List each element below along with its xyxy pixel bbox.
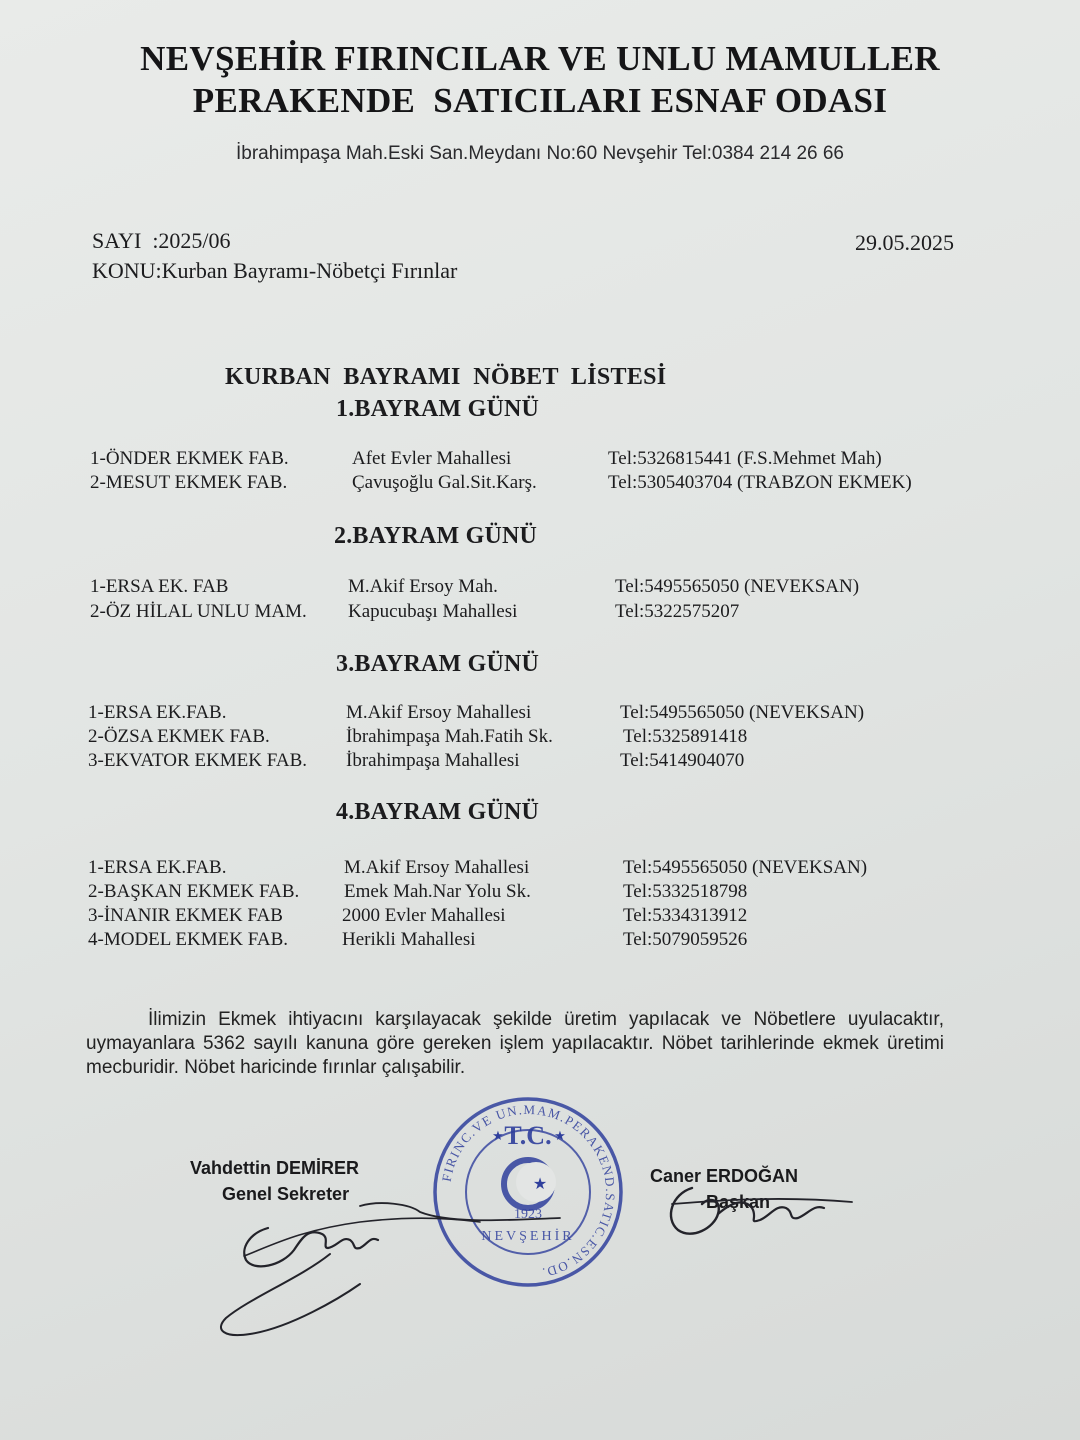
bakery-name: 2-BAŞKAN EKMEK FAB. [88, 881, 300, 902]
svg-text:NEVŞEHİR: NEVŞEHİR [481, 1229, 575, 1244]
bakery-address: Herikli Mahallesi [342, 929, 476, 950]
list-title: KURBAN BAYRAMI NÖBET LİSTESİ [225, 364, 667, 390]
bakery-phone: Tel:5305403704 (TRABZON EKMEK) [608, 472, 912, 493]
bakery-address: Afet Evler Mahallesi [352, 448, 512, 469]
bakery-name: 1-ERSA EK. FAB [90, 576, 229, 597]
svg-text:★: ★ [554, 1128, 566, 1143]
bakery-phone: Tel:5495565050 (NEVEKSAN) [615, 576, 860, 597]
org-name-line-2: PERAKENDE SATICILARI ESNAF ODASI [192, 81, 888, 120]
bakery-phone: Tel:5325891418 [623, 726, 748, 747]
notice-paragraph: İlimizin Ekmek ihtiyacını karşılayacak şekilde üretim yapılacak ve Nöbetlere uyulacaktır, uymayanlara 5362 sayılı kanuna göre gereken işlem yapılacaktır. Nöbet tarihlerinde ekmek üretimi mecburidir. Nöbet haricinde fırınlar çalışabilir. [86, 1009, 944, 1078]
right-signer-title: Başkan [706, 1192, 771, 1212]
duty-row [0, 750, 1080, 774]
bakery-phone: Tel:5495565050 (NEVEKSAN) [623, 857, 868, 878]
left-signer-title: Genel Sekreter [222, 1184, 350, 1204]
bakery-phone: Tel:5332518798 [623, 881, 748, 902]
bakery-address: İbrahimpaşa Mah.Fatih Sk. [346, 726, 553, 747]
bakery-name: 1-ERSA EK.FAB. [88, 702, 227, 723]
bakery-address: M.Akif Ersoy Mahallesi [344, 857, 530, 878]
bakery-address: M.Akif Ersoy Mahallesi [346, 702, 532, 723]
day-2-title: 2.BAYRAM GÜNÜ [334, 523, 538, 549]
bakery-name: 1-ÖNDER EKMEK FAB. [90, 448, 289, 469]
duty-row [0, 702, 1080, 726]
day-1-title: 1.BAYRAM GÜNÜ [336, 396, 540, 422]
bakery-address: İbrahimpaşa Mahallesi [346, 750, 520, 771]
bakery-phone: Tel:5326815441 (F.S.Mehmet Mah) [608, 448, 882, 469]
duty-row [0, 576, 1080, 600]
bakery-address: Kapucubaşı Mahallesi [348, 601, 518, 622]
bakery-phone: Tel:5079059526 [623, 929, 748, 950]
svg-text:FIRINC.VE UN.MAM.PERAKEND.SATI: FIRINC.VE UN.MAM.PERAKEND.SATIC.ESN.OD. [438, 1101, 619, 1281]
bakery-name: 2-MESUT EKMEK FAB. [90, 472, 288, 493]
right-signer-name: Caner ERDOĞAN [650, 1166, 799, 1186]
svg-text:★: ★ [532, 1176, 548, 1193]
bakery-name: 4-MODEL EKMEK FAB. [88, 929, 289, 950]
bakery-phone: Tel:5322575207 [615, 601, 740, 622]
bakery-address: Çavuşoğlu Gal.Sit.Karş. [352, 472, 537, 493]
document-date: 29.05.2025 [855, 230, 954, 255]
duty-row [0, 881, 1080, 905]
bakery-phone: Tel:5334313912 [623, 905, 748, 926]
bakery-address: 2000 Evler Mahallesi [342, 905, 506, 926]
bakery-phone: Tel:5414904070 [620, 750, 745, 771]
org-address: İbrahimpaşa Mah.Eski San.Meydanı No:60 Nevşehir Tel:0384 214 26 66 [235, 143, 844, 164]
left-signature-icon [210, 1188, 570, 1348]
duty-row [0, 857, 1080, 881]
document-number: SAYI :2025/06 [92, 228, 231, 253]
svg-text:1923: 1923 [514, 1207, 542, 1222]
bakery-name: 1-ERSA EK.FAB. [88, 857, 227, 878]
bakery-name: 3-İNANIR EKMEK FAB [88, 905, 283, 926]
day-3-title: 3.BAYRAM GÜNÜ [336, 651, 540, 677]
svg-text:T.C.: T.C. [504, 1121, 552, 1150]
bakery-name: 3-EKVATOR EKMEK FAB. [88, 750, 308, 771]
bakery-name: 2-ÖZSA EKMEK FAB. [88, 726, 270, 747]
bakery-address: Emek Mah.Nar Yolu Sk. [344, 881, 531, 902]
duty-row [0, 905, 1080, 929]
duty-row [0, 929, 1080, 953]
duty-row [0, 601, 1080, 625]
bakery-address: M.Akif Ersoy Mah. [348, 576, 498, 597]
day-4-title: 4.BAYRAM GÜNÜ [336, 799, 540, 825]
right-signature-icon [652, 1168, 872, 1258]
letterhead [0, 38, 1080, 122]
left-signer-name: Vahdettin DEMİRER [190, 1158, 360, 1178]
duty-row [0, 726, 1080, 750]
svg-text:★: ★ [492, 1128, 504, 1143]
bakery-phone: Tel:5495565050 (NEVEKSAN) [620, 702, 865, 723]
bakery-name: 2-ÖZ HİLAL UNLU MAM. [90, 601, 307, 622]
org-name-line-1: NEVŞEHİR FIRINCILAR VE UNLU MAMULLER [140, 39, 940, 78]
duty-row [0, 448, 1080, 472]
duty-row [0, 472, 1080, 496]
document-subject: KONU:Kurban Bayramı-Nöbetçi Fırınlar [92, 258, 458, 283]
